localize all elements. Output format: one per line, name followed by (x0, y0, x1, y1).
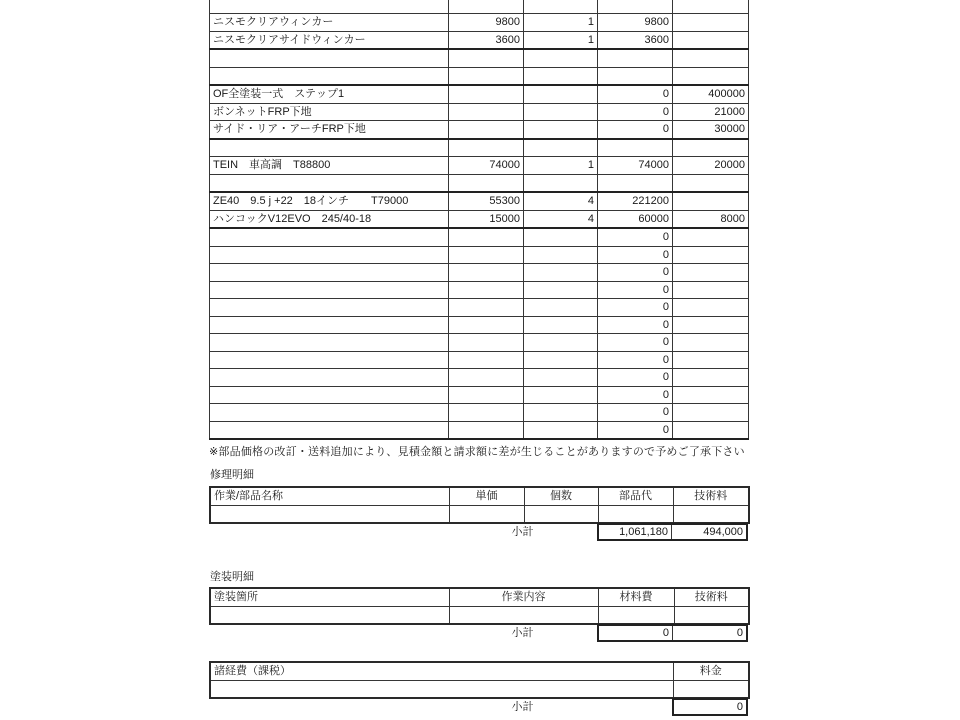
expenses-fee-subtotal: 0 (736, 701, 743, 713)
parts-cost-cell: 0 (598, 316, 673, 334)
unit-price-cell: 3600 (449, 31, 524, 49)
labor-fee-cell (673, 264, 749, 282)
item-name-cell (210, 264, 449, 282)
item-name-cell: ボンネットFRP下地 (210, 103, 449, 121)
parts-cost-cell: 0 (598, 228, 673, 246)
item-name-cell (210, 421, 449, 439)
parts-row (210, 67, 749, 85)
item-name-cell: サイド・リア・アーチFRP下地 (210, 121, 449, 139)
parts-row (210, 228, 749, 246)
item-name-cell: OF全塗装一式 ステップ1 (210, 85, 449, 103)
paint-subtotal-box (597, 624, 748, 642)
parts-row (210, 121, 749, 139)
parts-cost-cell (598, 49, 673, 67)
parts-cost-cell: 0 (598, 299, 673, 317)
price-disclaimer-note: ※部品価格の改訂・送料追加により、見積金額と請求額に差が生じることがありますので予めご了承下さい (209, 446, 745, 458)
quantity-cell (524, 351, 598, 369)
subtotal-label: 小計 (511, 526, 534, 538)
parts-cost-cell (598, 139, 673, 157)
unit-price-cell (449, 103, 524, 121)
parts-cost-cell (598, 174, 673, 192)
unit-price-cell (449, 351, 524, 369)
parts-row (210, 139, 749, 157)
item-name-cell (210, 281, 449, 299)
item-name-cell (210, 351, 449, 369)
parts-cost-cell: 0 (598, 103, 673, 121)
parts-row (210, 369, 749, 387)
subtotal-spacer (209, 698, 448, 716)
labor-fee-cell (673, 386, 749, 404)
subtotal-spacer (209, 624, 448, 642)
quantity-cell (524, 369, 598, 387)
unit-price-cell: 9800 (449, 14, 524, 32)
unit-price-cell (449, 174, 524, 192)
unit-price-cell (449, 67, 524, 85)
labor-fee-header: 技術料 (674, 588, 749, 606)
labor-fee-cell (673, 404, 749, 422)
parts-cost-cell: 3600 (598, 31, 673, 49)
parts-cost-cell: 0 (598, 334, 673, 352)
parts-cost-cell: 60000 (598, 210, 673, 228)
unit-price-cell (449, 228, 524, 246)
paint-row (210, 606, 749, 624)
parts-row (210, 49, 749, 67)
subtotal-label: 小計 (511, 627, 534, 639)
paint-section-title: 塗装明細 (210, 571, 254, 583)
parts-cost-cell (598, 505, 673, 523)
quantity-cell (524, 505, 598, 523)
expenses-subtotal-row (209, 698, 748, 716)
unit-price-cell (449, 139, 524, 157)
paint-labor-subtotal: 0 (672, 626, 746, 640)
item-name-cell: ハンコックV12EVO 245/40-18 (210, 210, 449, 228)
quantity-cell (524, 316, 598, 334)
expenses-table (209, 661, 750, 699)
unit-price-cell (449, 334, 524, 352)
quantity-cell (524, 334, 598, 352)
parts-row (210, 192, 749, 210)
quantity-cell (524, 139, 598, 157)
unit-price-cell (449, 264, 524, 282)
expenses-subtotal-box (672, 698, 748, 716)
unit-price-header: 単価 (449, 487, 524, 505)
parts-row (210, 421, 749, 439)
unit-price-cell (449, 421, 524, 439)
repair-parts-subtotal: 1,061,180 (619, 526, 668, 538)
quantity-cell: 4 (524, 210, 598, 228)
labor-fee-cell (673, 299, 749, 317)
subtotal-spacer (209, 523, 448, 541)
labor-fee-cell (673, 49, 749, 67)
repair-row (210, 505, 749, 523)
quantity-cell (524, 404, 598, 422)
parts-cost-cell: 0 (598, 264, 673, 282)
unit-price-cell (449, 404, 524, 422)
item-name-cell (210, 139, 449, 157)
quantity-cell (524, 246, 598, 264)
parts-cost-cell (598, 67, 673, 85)
parts-cost-cell: 0 (598, 121, 673, 139)
quantity-cell: 1 (524, 157, 598, 175)
paint-area-cell (210, 606, 449, 624)
expense-fee-cell (673, 680, 749, 698)
parts-cost-header: 部品代 (598, 487, 673, 505)
quantity-cell: 1 (524, 31, 598, 49)
unit-price-cell (449, 121, 524, 139)
expenses-header-row (210, 662, 749, 680)
parts-row (210, 404, 749, 422)
paint-header-row (210, 588, 749, 606)
parts-row (210, 85, 749, 103)
quantity-cell: 1 (524, 14, 598, 32)
parts-row (210, 299, 749, 317)
parts-cost-cell: 0 (598, 351, 673, 369)
parts-row (210, 264, 749, 282)
parts-detail-table (209, 0, 749, 440)
work-parts-name-header: 作業/部品名称 (210, 487, 449, 505)
unit-price-cell (449, 49, 524, 67)
work-content-cell (449, 606, 598, 624)
paint-area-header: 塗装箇所 (210, 588, 449, 606)
labor-fee-cell (673, 316, 749, 334)
material-cost-header: 材料費 (598, 588, 674, 606)
quantity-cell (524, 421, 598, 439)
labor-fee-cell: 20000 (673, 157, 749, 175)
parts-cost-cell: 0 (598, 421, 673, 439)
labor-fee-cell (673, 334, 749, 352)
item-name-cell (210, 316, 449, 334)
quantity-cell (524, 0, 598, 14)
parts-cost-cell: 74000 (598, 157, 673, 175)
item-name-cell (210, 49, 449, 67)
quantity-cell (524, 67, 598, 85)
parts-row (210, 103, 749, 121)
paint-subtotal-row (209, 624, 748, 642)
item-name-cell (210, 386, 449, 404)
repair-details-table (209, 486, 750, 524)
unit-price-cell (449, 85, 524, 103)
item-name-cell (210, 404, 449, 422)
labor-fee-cell (673, 67, 749, 85)
paint-details-table (209, 587, 750, 625)
parts-row (210, 157, 749, 175)
item-name-cell (210, 299, 449, 317)
unit-price-cell (449, 281, 524, 299)
quantity-cell (524, 174, 598, 192)
item-name-cell (210, 334, 449, 352)
item-name-cell (210, 505, 449, 523)
item-name-cell (210, 67, 449, 85)
labor-fee-cell (673, 0, 749, 14)
parts-cost-cell: 0 (598, 369, 673, 387)
quantity-cell: 4 (524, 192, 598, 210)
labor-fee-cell: 21000 (673, 103, 749, 121)
quantity-cell (524, 121, 598, 139)
item-name-cell (210, 369, 449, 387)
unit-price-cell (449, 386, 524, 404)
labor-fee-header: 技術料 (673, 487, 749, 505)
repair-subtotal-box (597, 523, 748, 541)
subtotal-gap (597, 698, 672, 716)
parts-row (210, 0, 749, 14)
labor-fee-cell (674, 606, 749, 624)
parts-cost-cell: 0 (598, 281, 673, 299)
parts-row (210, 281, 749, 299)
labor-fee-cell (673, 281, 749, 299)
repair-subtotal-row (209, 523, 748, 541)
labor-fee-cell: 400000 (673, 85, 749, 103)
expense-desc-cell (210, 680, 673, 698)
unit-price-cell (449, 299, 524, 317)
quantity-cell (524, 386, 598, 404)
quantity-cell (524, 85, 598, 103)
item-name-cell: ZE40 9.5 j +22 18インチ T79000 (210, 192, 449, 210)
parts-row (210, 14, 749, 32)
quantity-cell (524, 299, 598, 317)
parts-row (210, 351, 749, 369)
parts-row (210, 334, 749, 352)
labor-fee-cell (673, 351, 749, 369)
parts-row (210, 316, 749, 334)
parts-row (210, 174, 749, 192)
parts-cost-cell: 0 (598, 386, 673, 404)
unit-price-cell (449, 246, 524, 264)
repair-labor-subtotal: 494,000 (671, 525, 746, 539)
parts-row (210, 246, 749, 264)
parts-row (210, 31, 749, 49)
parts-row (210, 386, 749, 404)
item-name-cell: ニスモクリアウィンカー (210, 14, 449, 32)
parts-cost-cell: 9800 (598, 14, 673, 32)
item-name-cell (210, 246, 449, 264)
quantity-cell (524, 228, 598, 246)
repair-section-title: 修理明細 (210, 469, 254, 481)
fee-header: 料金 (673, 662, 749, 680)
labor-fee-cell (673, 421, 749, 439)
labor-fee-cell (673, 14, 749, 32)
unit-price-cell (449, 0, 524, 14)
parts-cost-cell: 0 (598, 404, 673, 422)
unit-price-cell (449, 505, 524, 523)
labor-fee-cell (673, 369, 749, 387)
unit-price-cell: 74000 (449, 157, 524, 175)
labor-fee-cell: 30000 (673, 121, 749, 139)
work-content-header: 作業内容 (449, 588, 598, 606)
subtotal-label: 小計 (511, 701, 534, 713)
unit-price-cell (449, 369, 524, 387)
unit-price-cell: 15000 (449, 210, 524, 228)
labor-fee-cell (673, 174, 749, 192)
repair-header-row (210, 487, 749, 505)
quantity-cell (524, 49, 598, 67)
labor-fee-cell (673, 505, 749, 523)
labor-fee-cell (673, 228, 749, 246)
labor-fee-cell (673, 31, 749, 49)
parts-cost-cell: 0 (598, 85, 673, 103)
quantity-cell (524, 264, 598, 282)
paint-material-subtotal: 0 (662, 627, 669, 639)
parts-cost-cell: 0 (598, 246, 673, 264)
labor-fee-cell (673, 246, 749, 264)
unit-price-cell (449, 316, 524, 334)
item-name-cell: ニスモクリアサイドウィンカー (210, 31, 449, 49)
labor-fee-cell (673, 192, 749, 210)
quantity-cell (524, 103, 598, 121)
quantity-header: 個数 (524, 487, 598, 505)
unit-price-cell: 55300 (449, 192, 524, 210)
quantity-cell (524, 281, 598, 299)
material-cost-cell (598, 606, 674, 624)
labor-fee-cell: 8000 (673, 210, 749, 228)
expense-row (210, 680, 749, 698)
expenses-taxed-header: 諸経費（課税） (210, 662, 673, 680)
labor-fee-cell (673, 139, 749, 157)
item-name-cell (210, 0, 449, 14)
item-name-cell (210, 174, 449, 192)
item-name-cell: TEIN 車高調 T88800 (210, 157, 449, 175)
parts-row (210, 210, 749, 228)
parts-cost-cell (598, 0, 673, 14)
item-name-cell (210, 228, 449, 246)
parts-cost-cell: 221200 (598, 192, 673, 210)
